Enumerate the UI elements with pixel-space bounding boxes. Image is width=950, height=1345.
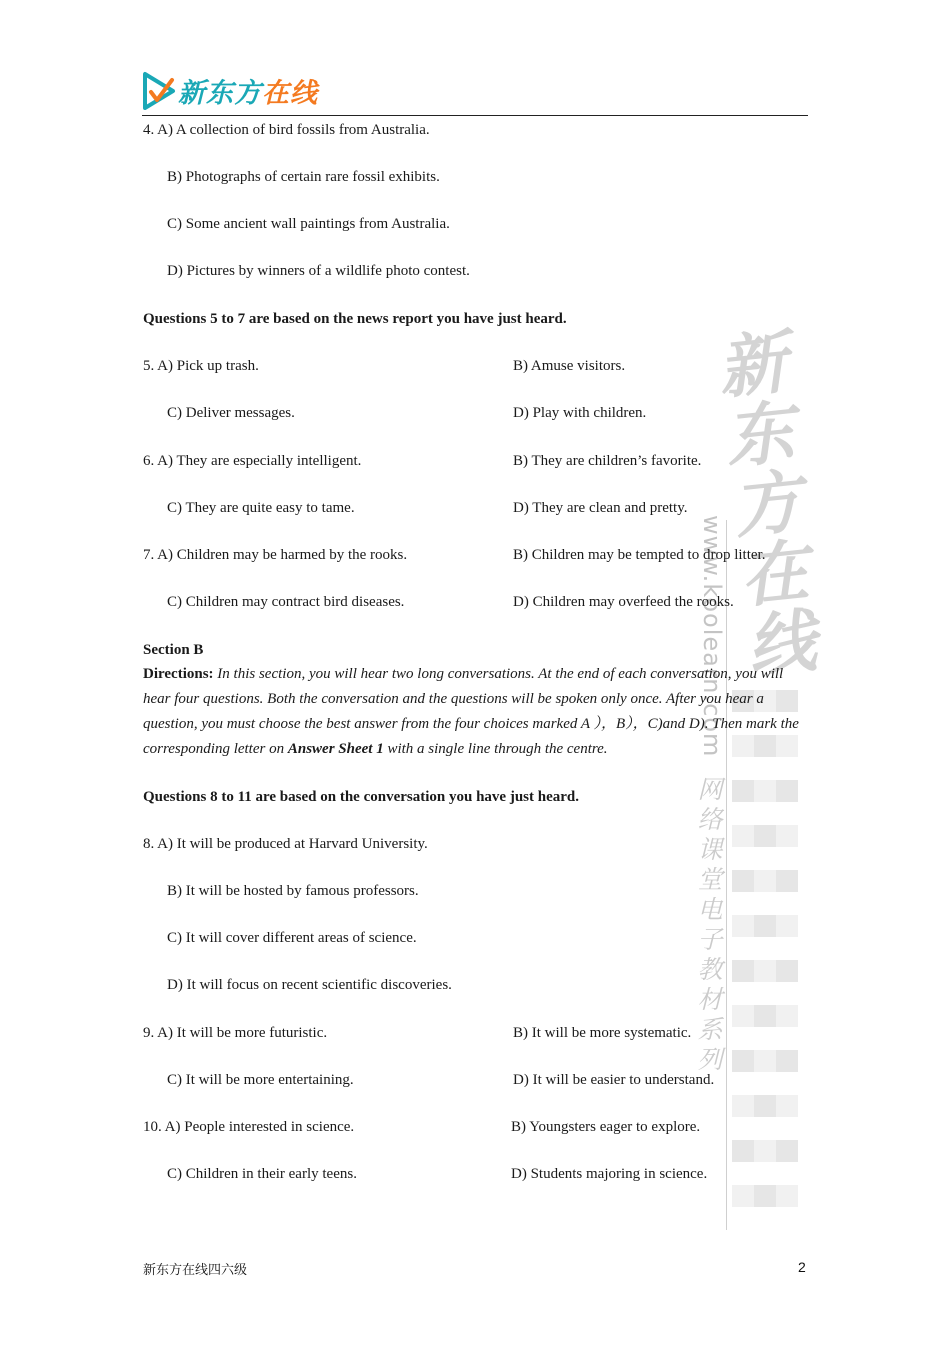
brand-logo — [142, 66, 318, 114]
watermark-char: 在 — [736, 531, 813, 618]
q7-option-b: B) Children may be tempted to drop litter. — [513, 547, 766, 563]
q4-option-a: 4. A) A collection of bird fossils from Australia. — [143, 122, 430, 138]
q4-option-b: B) Photographs of certain rare fossil exhibits. — [167, 169, 440, 185]
watermark-char: 系 — [697, 1015, 723, 1044]
logo-text-part1: 新东方 — [178, 77, 262, 109]
watermark-char: 网 — [697, 775, 723, 804]
q5-option-c: C) Deliver messages. — [167, 405, 295, 421]
watermark-rule — [726, 520, 727, 1230]
watermark-char: 列 — [697, 1045, 723, 1074]
watermark-char: 络 — [697, 805, 723, 834]
q6-option-a: 6. A) They are especially intelligent. — [143, 453, 362, 469]
q5-option-b: B) Amuse visitors. — [513, 358, 626, 374]
q10-option-a: 10. A) People interested in science. — [143, 1119, 355, 1135]
questions-5-7-intro: Questions 5 to 7 are based on the news report you have just heard. — [143, 311, 567, 327]
watermark-char: 材 — [697, 985, 723, 1014]
watermark-char: 课 — [697, 835, 723, 864]
q7-option-c: C) Children may contract bird diseases. — [167, 594, 405, 610]
q9-option-b: B) It will be more systematic. — [513, 1025, 692, 1041]
watermark-char: 方 — [728, 461, 805, 549]
watermark-char: 新 — [714, 322, 791, 410]
q7-option-d: D) Children may overfeed the rooks. — [513, 594, 734, 610]
footer-brand: 新东方在线四六级 — [143, 1263, 248, 1278]
section-b-title: Section B — [143, 642, 204, 658]
watermark-char: 线 — [743, 600, 820, 688]
q4-option-c: C) Some ancient wall paintings from Australia. — [167, 216, 450, 232]
questions-8-11-intro: Questions 8 to 11 are based on the conversation you have just heard. — [143, 789, 579, 805]
watermark-checker-pattern — [732, 690, 802, 1230]
logo-mark-icon — [142, 70, 176, 110]
watermark-char: 电 — [697, 895, 723, 924]
q6-option-b: B) They are children’s favorite. — [513, 453, 702, 469]
header-divider — [142, 115, 808, 116]
q10-option-c: C) Children in their early teens. — [167, 1166, 357, 1182]
logo-text-part2: 在线 — [262, 77, 318, 109]
q8-option-a: 8. A) It will be produced at Harvard University. — [143, 836, 428, 852]
logo-text — [178, 71, 318, 110]
q7-option-a: 7. A) Children may be harmed by the rooks. — [143, 547, 408, 563]
watermark-series — [694, 775, 726, 1075]
q6-option-d: D) They are clean and pretty. — [513, 500, 688, 516]
directions-text: In this section, you will hear two long conversations. At the end of each conversation, you will hear four questions. Both the conversation and the questions will be spoken only once. After you hear a question, you must choose the best answer from the four choices marked A ），B），C)and D). Then mark the corresponding letter on — [143, 666, 799, 757]
q10-option-b: B) Youngsters eager to explore. — [511, 1119, 701, 1135]
directions-tail: with a single line through the centre. — [387, 741, 608, 757]
q4-option-d: D) Pictures by winners of a wildlife photo contest. — [167, 263, 470, 279]
watermark-char: 教 — [697, 955, 723, 984]
section-b-directions — [143, 662, 808, 762]
watermark-char: 东 — [721, 392, 798, 479]
watermark-char: 子 — [697, 925, 723, 954]
q8-option-b: B) It will be hosted by famous professors. — [167, 883, 419, 899]
watermark-char: 堂 — [697, 865, 723, 894]
q9-option-c: C) It will be more entertaining. — [167, 1072, 354, 1088]
q8-option-d: D) It will focus on recent scientific discoveries. — [167, 977, 452, 993]
answer-sheet-ref: Answer Sheet 1 — [287, 741, 384, 757]
q9-option-d: D) It will be easier to understand. — [513, 1072, 715, 1088]
q6-option-c: C) They are quite easy to tame. — [167, 500, 355, 516]
q8-option-c: C) It will cover different areas of science. — [167, 930, 417, 946]
watermark-url: www.koolearn.com — [698, 515, 726, 758]
directions-label: Directions: — [143, 666, 214, 682]
page-number: 2 — [798, 1259, 806, 1275]
q5-option-a: 5. A) Pick up trash. — [143, 358, 259, 374]
q9-option-a: 9. A) It will be more futuristic. — [143, 1025, 328, 1041]
q5-option-d: D) Play with children. — [513, 405, 647, 421]
q10-option-d: D) Students majoring in science. — [511, 1166, 708, 1182]
